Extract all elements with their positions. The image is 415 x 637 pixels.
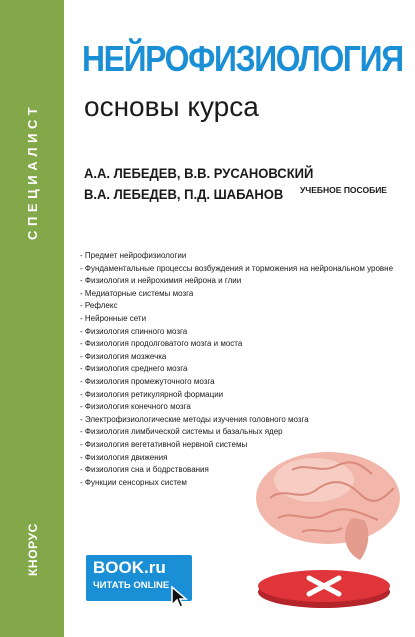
cursor-arrow-icon — [170, 585, 188, 609]
topic-item: - Физиология промежуточного мозга — [80, 376, 393, 389]
badge-logo-text: BOOK.ru — [93, 558, 166, 577]
topic-item: - Физиология сна и бодрствования — [80, 464, 393, 477]
series-label: СПЕЦИАЛИСТ — [25, 102, 40, 240]
authors-block — [84, 163, 313, 205]
authors-line: В.А. ЛЕБЕДЕВ, П.Д. ШАБАНОВ — [84, 186, 284, 202]
brain-illustration — [248, 440, 408, 565]
topic-item: - Физиология лимбической системы и базальных ядер — [80, 426, 393, 439]
topic-item: - Физиология спинного мозга — [80, 326, 393, 339]
topic-item: - Рефлекс — [80, 300, 393, 313]
topic-item: - Физиология ретикулярной формации — [80, 389, 393, 402]
topic-item: - Физиология вегетативной нервной системы — [80, 439, 393, 452]
topic-item: - Физиология движения — [80, 452, 393, 465]
book-subtitle: основы курса — [84, 91, 259, 122]
green-side-band — [0, 0, 64, 637]
publication-type: УЧЕБНОЕ ПОСОБИЕ — [300, 185, 387, 195]
topic-item: - Физиология мозжечка — [80, 351, 393, 364]
badge-label: ЧИТАТЬ ONLINE — [93, 580, 170, 591]
topic-item: - Медиаторные системы мозга — [80, 288, 393, 301]
topic-item: - Физиология среднего мозга — [80, 363, 393, 376]
topic-item: - Нейронные сети — [80, 313, 393, 326]
authors-line: А.А. ЛЕБЕДЕВ, В.В. РУСАНОВСКИЙ — [84, 165, 314, 181]
topic-item: - Физиология продолговатого мозга и моста — [80, 338, 393, 351]
topic-item: - Электрофизиологические методы изучения головного мозга — [80, 414, 393, 427]
publisher-label: КНОРУС — [26, 523, 40, 576]
topic-item: - Функции сенсорных систем — [80, 477, 393, 490]
topic-item: - Предмет нейрофизиологии — [80, 250, 393, 263]
book-title: НЕЙРОФИЗИОЛОГИЯ — [82, 38, 403, 79]
topic-item: - Физиология и нейрохимия нейрона и глии — [80, 275, 393, 288]
red-disc-illustration — [254, 562, 394, 610]
topic-item: - Физиология конечного мозга — [80, 401, 393, 414]
topic-item: - Фундаментальные процессы возбуждения и торможения на нейрональном уровне — [80, 263, 393, 276]
